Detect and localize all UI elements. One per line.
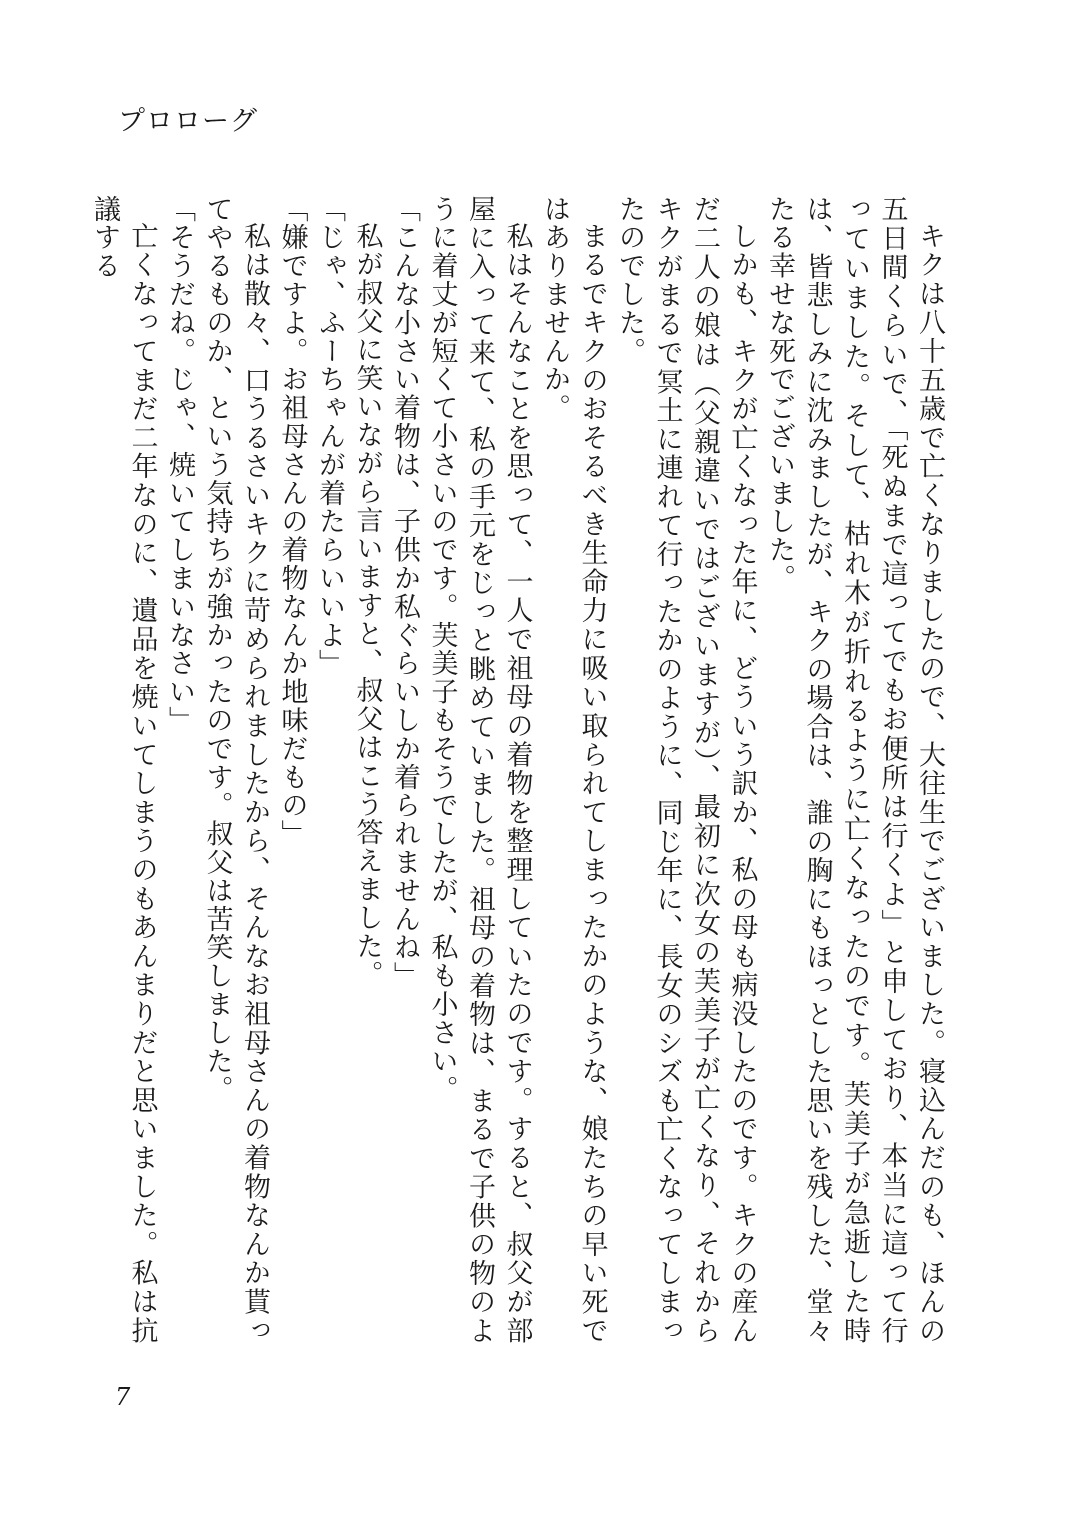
paragraph: キクは八十五歳で亡くなりましたので、大往生でございました。寝込んだのも、ほんの五日間くらいで、「死ぬまで這ってでもお便所は行くよ」と申しており、本当に這って行っていました。そして、枯れ木が折れるように亡くなったのです。芙美子が急逝した時は、皆悲しみに沈みましたが、キクの場合は、誰の胸にもほっとした思いを残した、堂々たる幸せな死でございました。 <box>764 195 945 1345</box>
page-number: 7 <box>115 1383 131 1411</box>
chapter-title: プロローグ <box>118 106 258 137</box>
paragraph: まるでキクのおそるべき生命力に吸い取られてしまったかのような、娘たちの早い死ではありませんか。 <box>539 195 608 1345</box>
dialogue-line: 「嫌ですよ。お祖母さんの着物なんか地味だもの」 <box>276 195 308 849</box>
dialogue-line: 「こんな小さい着物は、子供か私ぐらいしか着られませんね」 <box>389 195 420 991</box>
paragraph: 私が叔父に笑いながら言いますと、叔父はこう答えました。 <box>351 222 383 989</box>
paragraph: 私はそんなことを思って、一人で祖母の着物を整理していたのです。すると、叔父が部屋に入って来て、私の手元をじっと眺めていました。祖母の着物は、まるで子供の物のように着丈が短くて小さいのです。芙美子もそうでしたが、私も小さい。 <box>426 195 533 1345</box>
body-text <box>89 195 948 1345</box>
paragraph: しかも、キクが亡くなった年に、どういう訳か、私の母も病没したのです。キクの産んだ二人の娘は（父親違いではございますが）、最初に次女の芙美子が亡くなり、それからキクがまるで冥土に連れて行ったかのように、同じ年に、長女のシズも亡くなってしまったのでした。 <box>614 195 758 1345</box>
dialogue-line: 「じゃ、ふーちゃんが着たらいいよ」 <box>314 195 345 678</box>
paragraph: 私は散々、口うるさいキクに苛められましたから、そんなお祖母さんの着物なんか貰ってやるものか、という気持ちが強かったのです。叔父は苦笑しました。 <box>201 195 270 1345</box>
paragraph: 亡くなってまだ二年なのに、遺品を焼いてしまうのもあんまりだと思いました。私は抗議する <box>89 195 158 1345</box>
dialogue-line: 「そうだね。じゃ、焼いてしまいなさい」 <box>164 195 195 735</box>
